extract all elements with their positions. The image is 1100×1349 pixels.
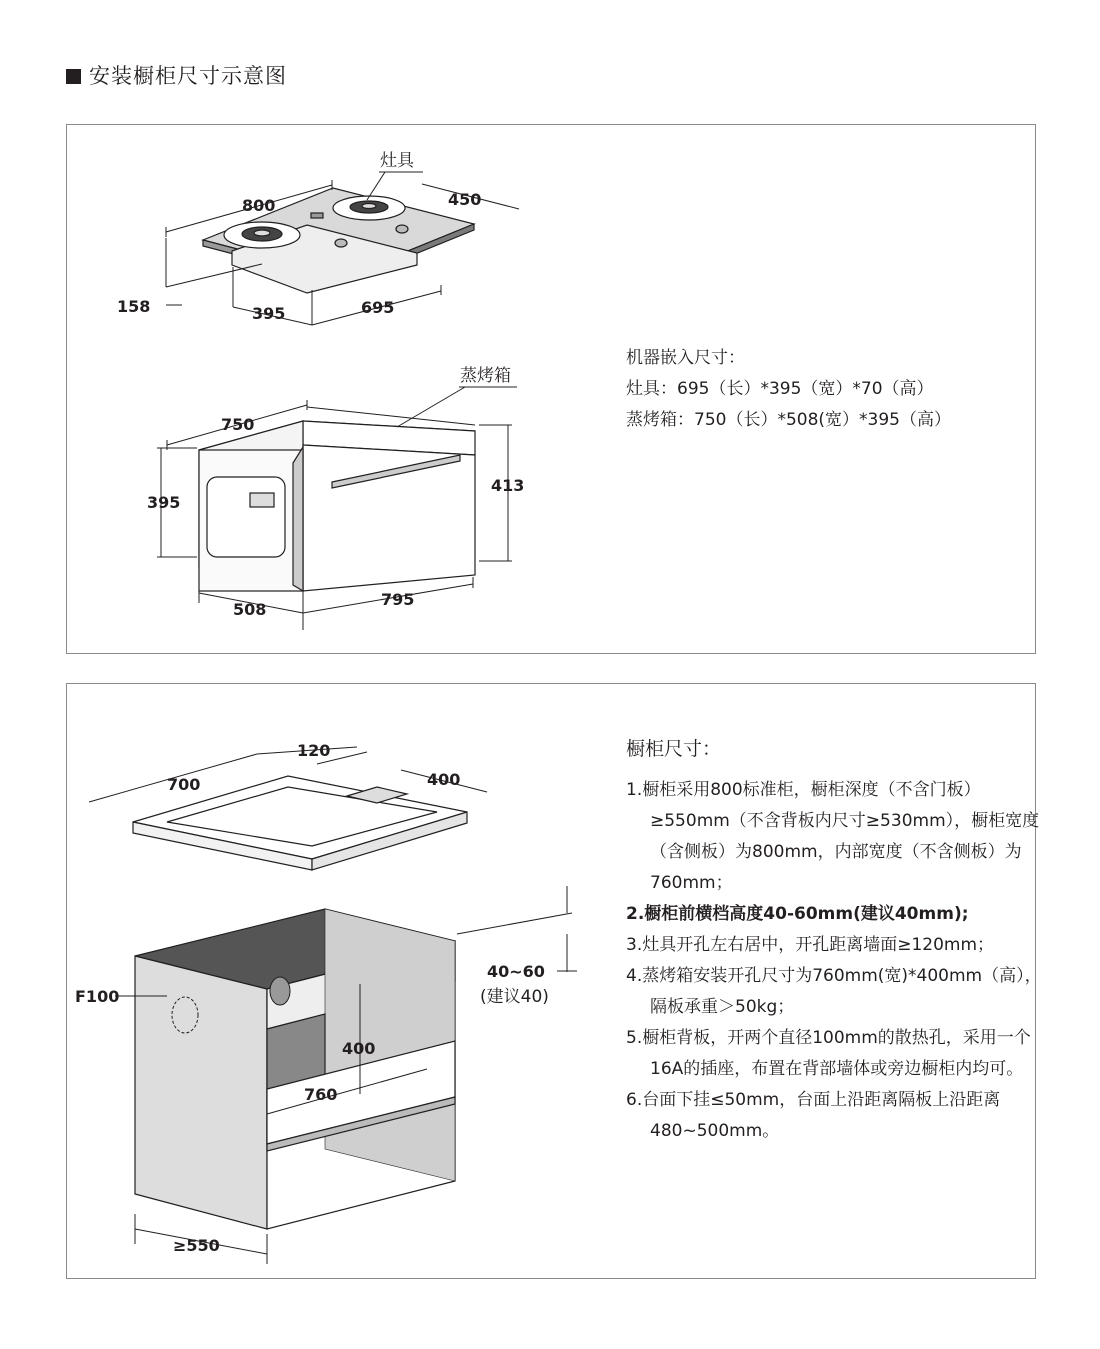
oven-label: 蒸烤箱 [460, 366, 511, 386]
stove-width-dim: 800 [242, 196, 276, 215]
spec-item: 2.橱柜前横档高度40-60mm(建议40mm); [626, 904, 969, 924]
oven-depth-dim: 508 [233, 600, 267, 619]
oven-cutout-height-dim: 413 [491, 476, 525, 495]
stove-label: 灶具 [380, 151, 414, 171]
spec-item: 3.灶具开孔左右居中，开孔距离墙面≥120mm； [626, 935, 995, 955]
spec-item: 5.橱柜背板，开两个直径100mm的散热孔，采用一个16A的插座，布置在背部墙体或旁边橱柜内均可。 [626, 1028, 1031, 1079]
spec-line: 蒸烤箱：750（长）*508(宽）*395（高） [626, 410, 951, 430]
stove-cutout-width-dim: 695 [361, 298, 395, 317]
cabinet-depth-dim: ≥550 [173, 1236, 220, 1255]
spec-item: 4.蒸烤箱安装开孔尺寸为760mm(宽)*400mm（高），隔板承重＞50kg； [626, 966, 1042, 1017]
stove-height-dim: 158 [117, 297, 151, 316]
vent-hole-dim: F100 [75, 987, 120, 1006]
stove-depth-dim: 450 [448, 190, 482, 209]
crossbar-height-dim: 40~60 [487, 962, 545, 981]
stove-cutout-depth-dim: 395 [252, 304, 286, 323]
oven-height-dim: 395 [147, 493, 181, 512]
spec-heading: 橱柜尺寸： [626, 738, 722, 760]
opening-height-dim: 400 [342, 1039, 376, 1058]
opening-width-dim: 760 [304, 1085, 338, 1104]
spec-item: 6.台面下挂≤50mm，台面上沿距离隔板上沿距离480~500mm。 [626, 1090, 1001, 1141]
embed-specs [626, 343, 951, 436]
spec-line: 灶具：695（长）*395（宽）*70（高） [626, 379, 934, 399]
square-bullet-icon [66, 69, 81, 84]
board-edge-dim: 120 [297, 741, 331, 760]
cabinet-dimensions-panel [66, 683, 1042, 1279]
oven-width-dim: 750 [221, 415, 255, 434]
embed-dimensions-panel [66, 124, 1036, 654]
cabinet-specs [626, 734, 1050, 1147]
crossbar-suggest-dim: (建议40) [480, 987, 549, 1007]
spec-item: 1.橱柜采用800标准柜，橱柜深度（不含门板）≥550mm（不含背板内尺寸≥530mm），橱柜宽度（含侧板）为800mm，内部宽度（不含侧板）为760mm； [626, 780, 1040, 893]
oven-total-width-dim: 795 [381, 590, 415, 609]
page-title: 安装橱柜尺寸示意图 [66, 60, 287, 90]
board-depth-dim: 400 [427, 770, 461, 789]
board-width-dim: 700 [167, 775, 201, 794]
spec-heading: 机器嵌入尺寸： [626, 348, 745, 368]
